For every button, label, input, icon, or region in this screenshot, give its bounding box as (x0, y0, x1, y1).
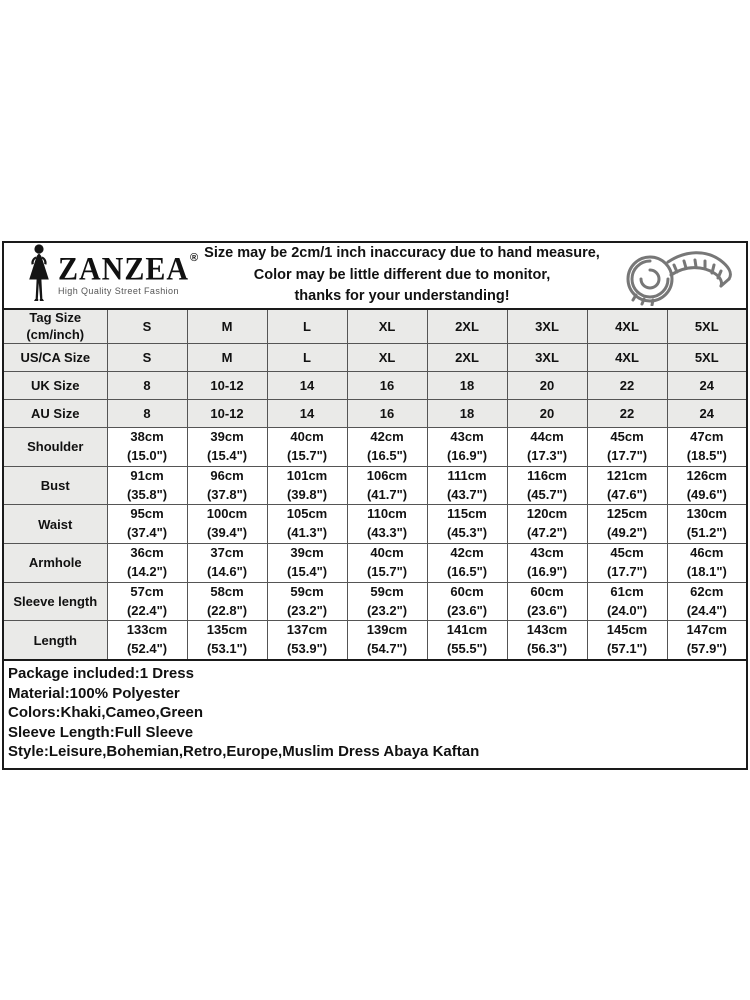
measurement-cm: 121cm (606, 467, 648, 483)
detail-line: Sleeve Length:Full Sleeve (8, 723, 194, 741)
measurement-cm: 106cm (366, 467, 408, 483)
measurement-inch: (49.2") (606, 525, 648, 541)
measurement-cell (427, 544, 507, 583)
size-table-measure-row (3, 428, 747, 467)
measurement-cell (507, 544, 587, 583)
measurement-cell (587, 544, 667, 583)
measurement-cell (187, 466, 267, 505)
size-value-cell: 16 (347, 400, 427, 428)
size-value-cell: 8 (107, 400, 187, 428)
measurement-inch: (47.2") (526, 525, 568, 541)
measurement-cm: 105cm (286, 506, 328, 522)
brand-text (58, 251, 199, 296)
size-table-measure-row (3, 582, 747, 621)
measurement-inch: (54.7") (366, 641, 408, 657)
size-table-body (3, 309, 747, 660)
size-value-cell: L (267, 344, 347, 372)
measurement-cm: 139cm (366, 622, 408, 638)
size-value-cell: 10-12 (187, 372, 267, 400)
measurement-cell (347, 466, 427, 505)
measurement-inch: (56.3") (526, 641, 568, 657)
measurement-cell (187, 505, 267, 544)
measurement-inch: (52.4") (126, 641, 168, 657)
measurement-cm: 100cm (206, 506, 248, 522)
measurement-cm: 59cm (370, 583, 404, 599)
measurement-inch: (45.7") (526, 486, 568, 502)
size-table-measure-row (3, 505, 747, 544)
measurement-cm: 38cm (130, 429, 164, 444)
row-label-cell (3, 344, 107, 372)
brand-name: ZANZEA (58, 251, 190, 288)
size-value-cell: XL (347, 309, 427, 344)
measurement-inch: (22.4") (126, 602, 168, 618)
measurement-cell (427, 621, 507, 660)
measurement-inch: (18.1") (686, 563, 727, 579)
measurement-cell (267, 428, 347, 467)
size-chart-table (2, 308, 748, 661)
row-label-cell: Length (3, 621, 107, 660)
size-disclaimer (196, 243, 608, 308)
size-value-cell: L (267, 309, 347, 344)
disclaimer-line: Color may be little different due to monitor, (253, 266, 551, 283)
measurement-inch: (53.9") (286, 641, 328, 657)
measurement-cell (107, 621, 187, 660)
measurement-cell (347, 621, 427, 660)
measurement-cell (587, 621, 667, 660)
size-value-cell: XL (347, 344, 427, 372)
row-label-cell: Shoulder (3, 428, 107, 467)
disclaimer-line: Size may be 2cm/1 inch inaccuracy due to hand measure, (204, 244, 600, 261)
measurement-inch: (47.6") (606, 486, 648, 502)
measurement-cm: 42cm (450, 545, 484, 561)
measurement-inch: (16.9") (446, 447, 488, 463)
size-table-measure-row (3, 621, 747, 660)
size-value-cell: 3XL (507, 309, 587, 344)
measurement-inch: (41.7") (366, 486, 408, 502)
measurement-cm: 101cm (286, 467, 328, 483)
measurement-inch: (23.2") (366, 602, 408, 618)
measurement-cm: 57cm (130, 583, 164, 599)
size-table-measure-row (3, 466, 747, 505)
measurement-cell (507, 505, 587, 544)
measurement-cm: 40cm (370, 545, 404, 561)
measurement-cm: 39cm (210, 429, 244, 444)
size-value-cell: 10-12 (187, 400, 267, 428)
measurement-cell (347, 582, 427, 621)
size-value-cell: 8 (107, 372, 187, 400)
measurement-cm: 45cm (610, 429, 644, 444)
size-value-cell: 22 (587, 372, 667, 400)
measurement-cell (667, 505, 747, 544)
measurement-cell (587, 582, 667, 621)
row-label-cell: Waist (3, 505, 107, 544)
measurement-cm: 46cm (690, 545, 724, 561)
size-value-cell: 2XL (427, 309, 507, 344)
measurement-inch: (17.7") (606, 563, 648, 579)
row-label-cell: Armhole (3, 544, 107, 583)
size-value-cell: 24 (667, 372, 747, 400)
detail-line: Colors:Khaki,Cameo,Green (8, 704, 204, 722)
measurement-cm: 36cm (130, 545, 164, 561)
measurement-cell (107, 582, 187, 621)
measurement-cm: 60cm (530, 583, 564, 599)
measurement-inch: (43.3") (366, 525, 408, 541)
measurement-cm: 43cm (530, 545, 564, 561)
measurement-cm: 130cm (686, 506, 727, 522)
measurement-cm: 110cm (367, 506, 407, 522)
brand-logo (4, 244, 199, 307)
woman-silhouette-icon (24, 244, 54, 307)
measurement-inch: (16.5") (366, 447, 408, 463)
brand-tagline: High Quality Street Fashion (58, 286, 179, 296)
measurement-cell (427, 466, 507, 505)
measurement-cell (267, 544, 347, 583)
measurement-inch: (15.4") (286, 563, 328, 579)
measurement-cell (587, 505, 667, 544)
measurement-cm: 125cm (606, 506, 648, 522)
size-table-header-row (3, 344, 747, 372)
size-value-cell: 16 (347, 372, 427, 400)
measurement-cm: 96cm (210, 467, 244, 483)
measurement-inch: (24.4") (686, 602, 727, 618)
row-label-cell (3, 309, 107, 344)
measurement-cm: 61cm (610, 583, 644, 599)
measurement-cell (267, 505, 347, 544)
row-label-line: UK Size (31, 378, 80, 393)
measurement-cell (267, 466, 347, 505)
disclaimer-line: thanks for your understanding! (294, 288, 510, 305)
size-value-cell: 3XL (507, 344, 587, 372)
product-details (2, 659, 748, 770)
size-value-cell: 4XL (587, 344, 667, 372)
measurement-inch: (53.1") (206, 641, 248, 657)
measurement-inch: (37.4") (126, 525, 168, 541)
measurement-inch: (39.8") (286, 486, 328, 502)
measurement-cm: 58cm (210, 583, 244, 599)
measurement-inch: (23.6") (526, 602, 568, 618)
measurement-inch: (41.3") (286, 525, 328, 541)
measurement-cm: 62cm (690, 583, 724, 599)
size-value-cell: 5XL (667, 309, 747, 344)
size-value-cell: S (107, 309, 187, 344)
measurement-cm: 43cm (450, 429, 484, 444)
measurement-cell (347, 505, 427, 544)
measurement-cm: 111cm (447, 467, 487, 483)
row-label-cell (3, 372, 107, 400)
measurement-cell (187, 582, 267, 621)
measurement-cm: 95cm (130, 506, 164, 522)
size-table-measure-row (3, 544, 747, 583)
measurement-cell (187, 621, 267, 660)
measurement-inch: (49.6") (686, 486, 727, 502)
row-label-cell: Bust (3, 466, 107, 505)
measurement-inch: (57.1") (606, 641, 648, 657)
measurement-inch: (23.6") (446, 602, 488, 618)
measurement-cm: 120cm (526, 506, 568, 522)
size-value-cell: 14 (267, 372, 347, 400)
measurement-cm: 91cm (130, 467, 164, 483)
measurement-cm: 135cm (206, 622, 248, 638)
measurement-inch: (16.9") (526, 563, 568, 579)
measurement-inch: (15.0") (126, 447, 168, 463)
measurement-inch: (18.5") (686, 447, 727, 463)
size-value-cell: 18 (427, 400, 507, 428)
measurement-inch: (37.8") (206, 486, 248, 502)
measurement-cm: 40cm (290, 429, 324, 444)
measurement-cell (347, 544, 427, 583)
measurement-inch: (23.2") (286, 602, 328, 618)
measuring-tape-icon (608, 246, 746, 306)
measurement-cm: 37cm (210, 545, 244, 561)
measurement-cell (427, 428, 507, 467)
measurement-cell (667, 582, 747, 621)
size-value-cell: 20 (507, 400, 587, 428)
measurement-cm: 45cm (610, 545, 644, 561)
size-chart-sheet (2, 241, 748, 770)
measurement-cell (667, 466, 747, 505)
measurement-cm: 59cm (290, 583, 324, 599)
measurement-inch: (14.2") (126, 563, 168, 579)
size-value-cell: M (187, 344, 267, 372)
measurement-cell (107, 505, 187, 544)
measurement-cm: 42cm (370, 429, 404, 444)
size-table-header-row (3, 400, 747, 428)
size-value-cell: 14 (267, 400, 347, 428)
detail-line: Package included:1 Dress (8, 665, 194, 683)
measurement-cell (507, 621, 587, 660)
size-value-cell: 5XL (667, 344, 747, 372)
measurement-inch: (55.5") (446, 641, 488, 657)
row-label-line: US/CA Size (20, 350, 91, 365)
measurement-cm: 141cm (446, 622, 488, 638)
measurement-cm: 47cm (690, 429, 724, 444)
measurement-inch: (15.7") (366, 563, 408, 579)
row-label-cell (3, 400, 107, 428)
size-value-cell: M (187, 309, 267, 344)
size-value-cell: 2XL (427, 344, 507, 372)
measurement-cell (267, 582, 347, 621)
measurement-cm: 133cm (126, 622, 168, 638)
row-label-line: Tag Size (29, 310, 82, 326)
measurement-cell (267, 621, 347, 660)
header-box (2, 241, 748, 310)
measurement-cell (667, 621, 747, 660)
measurement-cm: 39cm (290, 545, 324, 561)
size-value-cell: 18 (427, 372, 507, 400)
measurement-cell (107, 428, 187, 467)
measurement-cm: 126cm (686, 467, 727, 483)
measurement-cell (507, 582, 587, 621)
measurement-cm: 137cm (286, 622, 328, 638)
row-label-line: AU Size (31, 406, 80, 421)
measurement-cell (507, 466, 587, 505)
size-value-cell: 24 (667, 400, 747, 428)
measurement-cell (107, 466, 187, 505)
measurement-cell (507, 428, 587, 467)
measurement-inch: (39.4") (206, 525, 248, 541)
measurement-cm: 116cm (527, 467, 567, 483)
measurement-inch: (17.7") (606, 447, 648, 463)
measurement-inch: (16.5") (446, 563, 488, 579)
row-label-line: (cm/inch) (26, 326, 85, 342)
measurement-cm: 115cm (447, 506, 487, 522)
measurement-inch: (15.7") (286, 447, 328, 463)
size-value-cell: S (107, 344, 187, 372)
size-table-header-row (3, 372, 747, 400)
row-label-cell: Sleeve length (3, 582, 107, 621)
measurement-cm: 44cm (530, 429, 564, 444)
detail-line: Material:100% Polyester (8, 684, 180, 702)
registered-trademark: ® (190, 252, 199, 264)
size-value-cell: 20 (507, 372, 587, 400)
measurement-inch: (14.6") (206, 563, 248, 579)
measurement-cm: 143cm (526, 622, 568, 638)
measurement-cell (427, 505, 507, 544)
measurement-inch: (35.8") (126, 486, 168, 502)
size-table-header-row (3, 309, 747, 344)
measurement-inch: (22.8") (206, 602, 248, 618)
measurement-cell (107, 544, 187, 583)
measurement-cell (187, 544, 267, 583)
measurement-cell (587, 466, 667, 505)
measurement-cell (427, 582, 507, 621)
measurement-cell (667, 544, 747, 583)
size-value-cell: 4XL (587, 309, 667, 344)
measurement-cell (347, 428, 427, 467)
measurement-cm: 60cm (450, 583, 484, 599)
measurement-inch: (24.0") (606, 602, 648, 618)
size-value-cell: 22 (587, 400, 667, 428)
detail-line: Style:Leisure,Bohemian,Retro,Europe,Muslim Dress Abaya Kaftan (8, 743, 480, 761)
measurement-cell (587, 428, 667, 467)
measurement-cell (187, 428, 267, 467)
measurement-inch: (57.9") (686, 641, 727, 657)
measurement-cm: 147cm (686, 622, 727, 638)
measurement-inch: (17.3") (526, 447, 568, 463)
measurement-inch: (45.3") (446, 525, 488, 541)
measurement-cm: 145cm (606, 622, 648, 638)
measurement-inch: (43.7") (446, 486, 488, 502)
measurement-cell (667, 428, 747, 467)
measurement-inch: (51.2") (686, 525, 727, 541)
measurement-inch: (15.4") (206, 447, 248, 463)
